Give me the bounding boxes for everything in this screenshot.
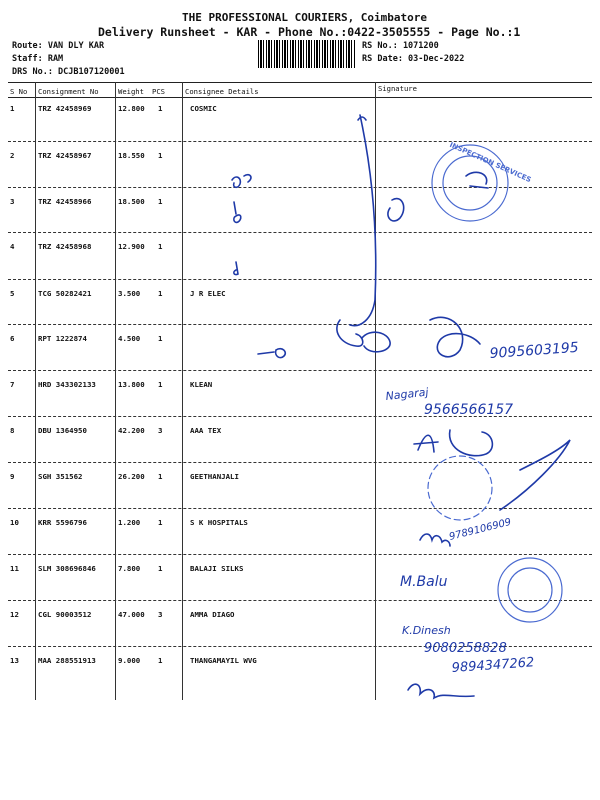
stamp-text: INSPECTION SERVICES — [448, 140, 533, 185]
row-sno: 1 — [10, 104, 15, 113]
row-consignment: TRZ 42458968 — [38, 242, 92, 251]
staff-label: Staff: RAM — [12, 54, 64, 64]
row-consignment: TRZ 42458967 — [38, 151, 92, 160]
col-consignee: Consignee Details — [185, 87, 259, 96]
signature-stroke — [362, 332, 390, 352]
row-consignment: HRD 343302133 — [38, 380, 96, 389]
row-pcs: 1 — [158, 104, 163, 113]
row-weight: 12.900 — [118, 242, 145, 251]
row-weight: 47.000 — [118, 610, 145, 619]
row-pcs: 3 — [158, 426, 163, 435]
handwritten-phone: 9095603195 — [489, 339, 580, 362]
row-consignment: SGH 351562 — [38, 472, 83, 481]
row-consignment: MAA 288551913 — [38, 656, 96, 665]
row-sno: 2 — [10, 151, 15, 160]
row-weight: 26.200 — [118, 472, 145, 481]
row-consignee: J R ELEC — [190, 289, 226, 298]
row-divider — [8, 324, 592, 325]
row-divider — [8, 508, 592, 509]
row-sno: 11 — [10, 564, 19, 573]
row-consignment: RPT 1222874 — [38, 334, 87, 343]
barcode — [258, 40, 356, 68]
row-weight: 1.200 — [118, 518, 141, 527]
row-divider — [8, 600, 592, 601]
col-divider — [375, 82, 376, 700]
rs-number: RS No.: 1071200 — [362, 41, 439, 51]
row-weight: 12.800 — [118, 104, 145, 113]
row-weight: 3.500 — [118, 289, 141, 298]
rs-date: RS Date: 03-Dec-2022 — [362, 54, 465, 64]
signature-stroke — [234, 262, 238, 275]
row-sno: 8 — [10, 426, 15, 435]
row-weight: 42.200 — [118, 426, 145, 435]
signature-stroke — [350, 115, 376, 326]
row-sno: 10 — [10, 518, 19, 527]
inspection-stamp — [428, 145, 562, 622]
row-consignee: THANGAMAYIL WVG — [190, 656, 257, 665]
row-pcs: 1 — [158, 380, 163, 389]
signature-stroke — [408, 684, 474, 698]
col-weight: Weight — [118, 87, 144, 96]
signature-stroke — [420, 534, 450, 546]
signature-stroke — [388, 199, 404, 221]
row-consignment: DBU 1364950 — [38, 426, 87, 435]
row-sno: 4 — [10, 242, 15, 251]
row-pcs: 1 — [158, 472, 163, 481]
row-consignee: S K HOSPITALS — [190, 518, 248, 527]
drs-label: DRS No.: DCJB107120001 — [12, 67, 125, 77]
row-consignee: GEETHANJALI — [190, 472, 239, 481]
handwritten-name: M.Balu — [400, 574, 448, 590]
row-consignee: KLEAN — [190, 380, 213, 389]
row-pcs: 1 — [158, 334, 163, 343]
row-pcs: 1 — [158, 656, 163, 665]
row-pcs: 1 — [158, 151, 163, 160]
row-consignment: SLM 308696846 — [38, 564, 96, 573]
row-sno: 6 — [10, 334, 15, 343]
col-signature: Signature — [378, 84, 417, 93]
row-consignee: AAA TEX — [190, 426, 222, 435]
row-weight: 9.000 — [118, 656, 141, 665]
row-weight: 7.800 — [118, 564, 141, 573]
col-divider — [182, 82, 183, 700]
signature-stroke — [500, 440, 570, 510]
row-consignee: AMMA DIAGO — [190, 610, 235, 619]
row-sno: 7 — [10, 380, 15, 389]
handwritten-name: Nagaraj — [384, 385, 430, 403]
row-pcs: 1 — [158, 518, 163, 527]
row-divider — [8, 416, 592, 417]
row-consignment: TRZ 42458966 — [38, 197, 92, 206]
signature-stroke — [234, 202, 241, 222]
signature-stroke — [232, 175, 251, 188]
col-divider — [115, 82, 116, 700]
row-sno: 9 — [10, 472, 15, 481]
row-pcs: 1 — [158, 289, 163, 298]
row-consignment: TCG 50282421 — [38, 289, 92, 298]
row-pcs: 1 — [158, 197, 163, 206]
row-pcs: 1 — [158, 564, 163, 573]
row-pcs: 3 — [158, 610, 163, 619]
row-consignee: BALAJI SILKS — [190, 564, 244, 573]
runsheet-subtitle: Delivery Runsheet - KAR - Phone No.:0422-3505555 - Page No.:1 — [98, 25, 521, 39]
handwritten-phone: 9566566157 — [424, 402, 514, 418]
col-divider — [35, 82, 36, 700]
col-sno: S No — [10, 87, 28, 96]
row-consignee: COSMIC — [190, 104, 217, 113]
row-pcs: 1 — [158, 242, 163, 251]
row-consignment: CGL 90003512 — [38, 610, 92, 619]
row-divider — [8, 646, 592, 647]
handwritten-name: K.Dinesh — [402, 624, 451, 637]
row-divider — [8, 232, 592, 233]
row-consignment: TRZ 42458969 — [38, 104, 92, 113]
row-sno: 13 — [10, 656, 19, 665]
handwritten-phone: 9894347262 — [451, 655, 535, 676]
row-weight: 18.550 — [118, 151, 145, 160]
row-sno: 3 — [10, 197, 15, 206]
row-consignment: KRR 5596796 — [38, 518, 87, 527]
row-sno: 5 — [10, 289, 15, 298]
row-weight: 18.500 — [118, 197, 145, 206]
row-divider — [8, 187, 592, 188]
handwritten-phone: 9080258828 — [424, 641, 507, 656]
row-divider — [8, 279, 592, 280]
row-divider — [8, 141, 592, 142]
signature-stroke — [414, 430, 492, 456]
signature-stroke — [358, 117, 366, 120]
handwritten-phone: 9789106909 — [448, 516, 513, 543]
signature-stroke — [466, 172, 488, 188]
row-weight: 4.500 — [118, 334, 141, 343]
row-divider — [8, 462, 592, 463]
header-bottom-rule — [8, 97, 592, 98]
col-consignment: Consignment No — [38, 87, 99, 96]
row-divider — [8, 370, 592, 371]
header-top-rule — [8, 82, 592, 83]
row-divider — [8, 554, 592, 555]
col-pcs: PCS — [152, 87, 165, 96]
signature-stroke — [258, 349, 285, 358]
route-label: Route: VAN DLY KAR — [12, 41, 105, 51]
row-weight: 13.800 — [118, 380, 145, 389]
row-sno: 12 — [10, 610, 19, 619]
company-title: THE PROFESSIONAL COURIERS, Coimbatore — [182, 11, 428, 24]
